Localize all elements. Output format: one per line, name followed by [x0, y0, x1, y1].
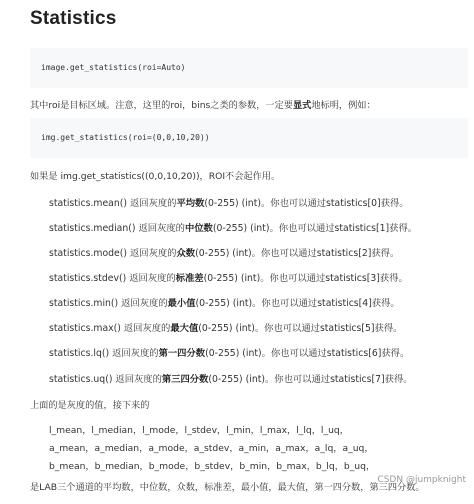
stat-item-bold: 众数 [176, 248, 196, 259]
stat-item-prefix: statistics.mode() 返回灰度的 [49, 248, 177, 259]
stat-item-stdev [49, 270, 408, 284]
stat-item-bold: 第一四分数 [158, 348, 206, 359]
lab-intro-paragraph: 上面的是灰度的值，接下来的 [30, 400, 150, 411]
stat-item-lq [49, 345, 409, 359]
lab-summary-paragraph: 是LAB三个通道的平均数，中位数，众数，标准差，最小值，最大值，第一四分数，第三四分数。 [30, 482, 425, 493]
stat-item-suffix: (0-255) (int)。你也可以通过statistics[7]获得。 [208, 374, 413, 385]
stat-item-suffix: (0-255) (int)。你也可以通过statistics[2]获得。 [195, 248, 400, 259]
stat-item-mode [49, 245, 399, 259]
intro-text-after: 地标明，例如： [311, 100, 376, 111]
stat-item-max [49, 320, 402, 334]
stat-item-bold: 平均数 [176, 198, 205, 209]
stat-item-bold: 最大值 [170, 323, 199, 334]
stat-item-bold: 中位数 [184, 223, 213, 234]
lab-row-a: a_mean，a_median，a_mode，a_stdev，a_min，a_max，a_lq，a_uq， [49, 443, 374, 454]
csdn-watermark: CSDN @jumpknight [377, 475, 466, 485]
stat-item-suffix: (0-255) (int)。你也可以通过statistics[0]获得。 [204, 198, 409, 209]
stat-item-suffix: (0-255) (int)。你也可以通过statistics[1]获得。 [212, 223, 418, 234]
stat-item-suffix: (0-255) (int)。你也可以通过statistics[4]获得。 [195, 298, 400, 309]
lab-row-b: b_mean，b_median，b_mode，b_stdev，b_min，b_max，b_lq，b_uq， [49, 461, 376, 472]
stat-item-uq [49, 371, 413, 385]
stat-item-prefix: statistics.lq() 返回灰度的 [49, 348, 159, 359]
code-block-signature [30, 48, 468, 88]
stat-item-suffix: (0-255) (int)。你也可以通过statistics[6]获得。 [205, 348, 410, 359]
stat-item-prefix: statistics.mean() 返回灰度的 [49, 198, 177, 209]
stat-item-bold: 标准差 [175, 273, 204, 284]
lab-row-l: l_mean，l_median，l_mode，l_stdev，l_min，l_max，l_lq，l_uq， [49, 425, 349, 436]
stat-item-prefix: statistics.stdev() 返回灰度的 [49, 273, 176, 284]
code-block-example [30, 118, 468, 158]
stat-item-mean [49, 195, 409, 209]
stat-item-bold: 第三四分数 [161, 374, 209, 385]
intro-text-bold: 显式 [293, 100, 312, 111]
stat-item-prefix: statistics.uq() 返回灰度的 [49, 374, 162, 385]
intro-text-before: 其中roi是目标区域。注意，这里的roi，bins之类的参数，一定要 [30, 100, 293, 111]
stat-item-min [49, 295, 400, 309]
roi-intro-paragraph [30, 97, 376, 111]
stat-item-prefix: statistics.max() 返回灰度的 [49, 323, 171, 334]
code-text: image.get_statistics(roi=Auto) [41, 63, 186, 72]
stat-item-bold: 最小值 [167, 298, 196, 309]
stat-item-prefix: statistics.median() 返回灰度的 [49, 223, 185, 234]
code-text: img.get_statistics(roi=(0,0,10,20)) [41, 133, 210, 142]
stat-item-suffix: (0-255) (int)。你也可以通过statistics[5]获得。 [198, 323, 403, 334]
page-title: Statistics [30, 8, 117, 29]
roi-note-paragraph: 如果是 img.get_statistics((0,0,10,20))，ROI不会起作用。 [30, 171, 281, 182]
stat-item-median [49, 220, 417, 234]
stat-item-prefix: statistics.min() 返回灰度的 [49, 298, 168, 309]
stat-item-suffix: (0-255) (int)。你也可以通过statistics[3]获得。 [203, 273, 408, 284]
